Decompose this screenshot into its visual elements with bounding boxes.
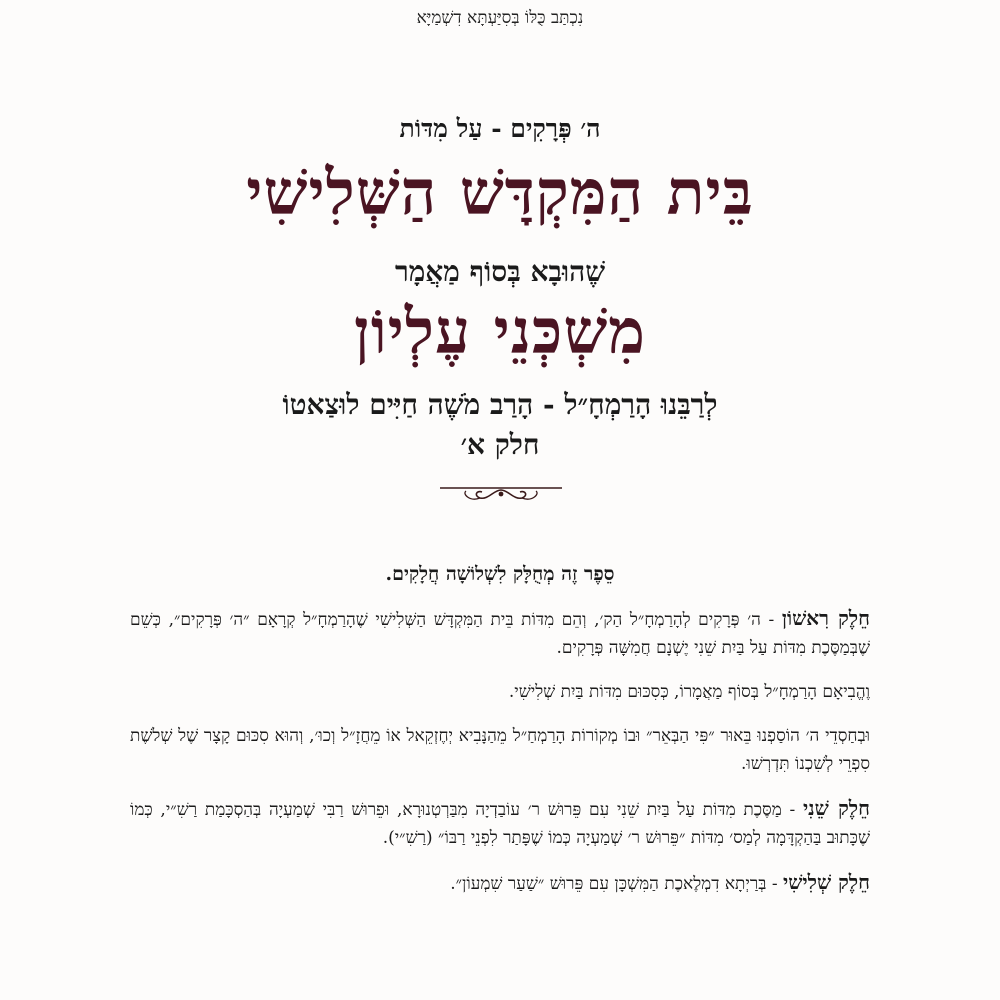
second-title: מִשְׁכְּנֵי עֶלְיוֹן: [354, 295, 646, 368]
description-body: [130, 560, 870, 914]
paragraph-addition: [130, 722, 870, 778]
part-label: חלק א׳: [460, 428, 540, 461]
part-two-text: - מַסֶּכֶת מִדּוֹת עַל בַּיִת שֵׁנִי עִם פֵּרוּשׁ ר׳ עוֹבַדְיָה מִבַּרְטְנוּרָא, וּפֵרוּשׁ רַבִּי שְׁמַעְיָה בְּהַסְכָּמַת רַשִׁ״י, כְּמוֹ שֶׁכָּתוּב בַּהַקְדָּמָה לְמַס׳ מִדּוֹת ״פֵּרוּשׁ ר׳ שְׁמַעְיָה כְּמוֹ שֶׁפָּתַר לִפְנֵי רַבּוֹ״ (רַשִׁ״י).: [130, 800, 870, 848]
summary-text: וֶהֱבִיאָם הָרַמְחָ״ל בְּסוֹף מַאֲמָרוֹ, כְּסִכּוּם מִדּוֹת בַּיִת שְׁלִישִׁי.: [508, 682, 870, 702]
part-one-heading: חֵלֶק רִאשׁוֹן: [781, 606, 870, 630]
part-one-text: - ה׳ פְּרָקִים לְהָרַמְחָ״ל הַק׳, וְהֵם מִדּוֹת בֵּית הַמִּקְדָּשׁ הַשְּׁלִישִׁי שֶׁהָרַמְחָ״ל קְרָאָם ״ה׳ פְּרָקִים״, כְּשֵׁם שֶׁבְּמַסֶּכֶת מִדּוֹת עַל בַּיִת שֵׁנִי יֶשְׁנָם חֲמִשָּׁה פְּרָקִים.: [130, 610, 870, 658]
ornament-divider-icon: [436, 478, 566, 508]
paragraph-part-two: [130, 794, 870, 852]
addition-text: וּבְחַסְדֵי ה׳ הוֹסַפְנוּ בֵּאוּר ״פִּי הַבְּאֵר״ וּבוֹ מְקוֹרוֹת הָרַמְחַ״ל מֵהַנָּבִיא יְחֶזְקֵאל אוֹ מֵחֲזָ״ל וְכוּ׳, וְהוּא סִכּוּם קָצָר שֶׁל שְׁלֹשֶׁת סִפְרֵי לְשִׁכְנוֹ תִּדְרְשׁוּ.: [130, 726, 870, 774]
part-two-heading: חֵלֶק שֵׁנִי: [802, 796, 871, 820]
paragraph-part-three: [130, 868, 870, 898]
subtitle-chapters: ה׳ פְּרָקִים - עַל מִדּוֹת: [399, 114, 601, 143]
intro-line: סֵפֶר זֶה מְחֻלָּק לִשְׁלוֹשָׁה חֲלָקִים.: [385, 563, 615, 585]
author-line: לְרַבֵּנוּ הָרַמְחָ״ל - הָרַב מֹשֶׁה חַיִּים לוּצַאטוֹ: [282, 388, 718, 421]
paragraph-part-one: [130, 604, 870, 662]
paragraph-summary: [130, 678, 870, 706]
subtitle-source: שֶׁהוּבָא בְּסוֹף מַאֲמָר: [394, 255, 606, 288]
part-three-heading: חֵלֶק שְׁלִישִׁי: [782, 870, 870, 894]
part-three-text: - בְּרַיְתָא דִמְלֶאכֶת הַמִּשְׁכָּן עִם פֵּרוּשׁ ״שַׁעַר שִׁמְעוֹן״.: [450, 874, 783, 894]
dedication-note: נִכְתַּב כֻּלּוֹ בְּסִיַּעְתָּא דִשְׁמַיָּא: [416, 8, 584, 28]
main-title: בֵּית הַמִּקְדָּשׁ הַשְּׁלִישִׁי: [246, 156, 754, 229]
